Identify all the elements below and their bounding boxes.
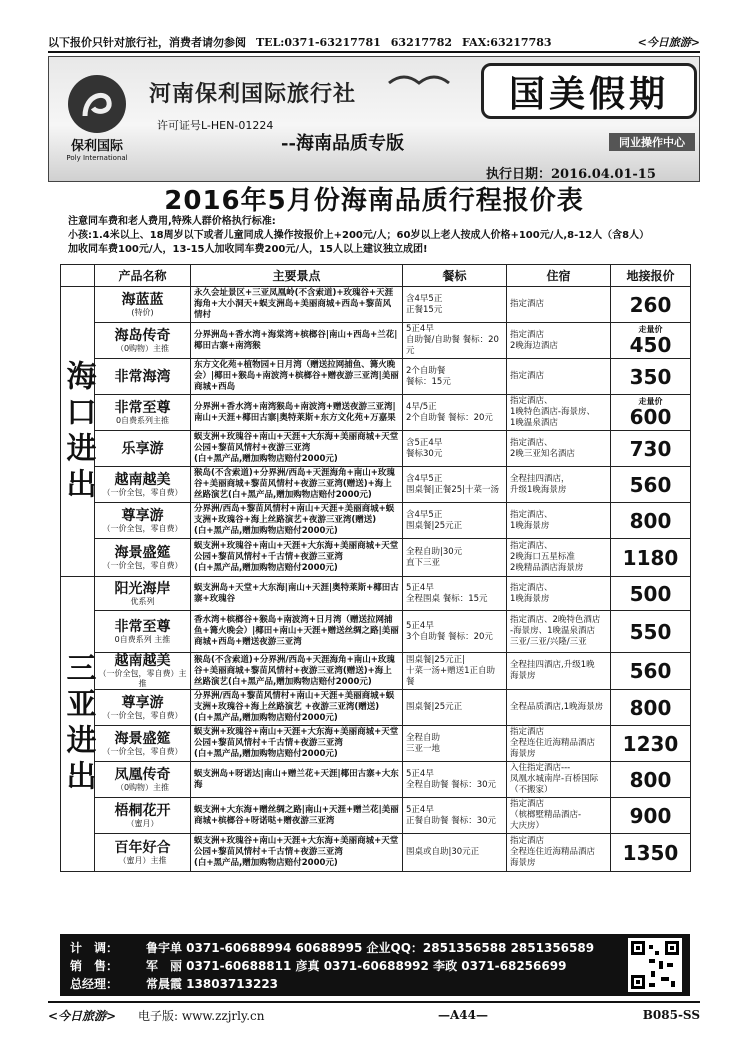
- meal-cell: 全程自助 三亚一地: [403, 726, 507, 762]
- product-name: 凤凰传奇: [114, 766, 171, 783]
- price-cell: [611, 653, 691, 690]
- meal-cell: 含4早5正 围桌餐|正餐25|十菜一汤: [403, 467, 507, 503]
- sights-cell: 分界洲/西岛+黎苗风情村+南山+天涯+美丽商城+蜈支洲+玫瑰谷+海上丝路演艺 +夜游三亚湾(赠送) (白+黑产品,赠加购物店赔付2000元): [191, 690, 403, 726]
- price-value: 800: [629, 767, 672, 792]
- meal-cell: 5正4早 正餐自助餐 餐标：30元: [403, 798, 507, 834]
- company-logo: [57, 75, 137, 167]
- header-hotel: 住宿: [507, 265, 611, 287]
- product-name: 越南越美: [114, 471, 171, 488]
- price-value: 600: [629, 405, 672, 429]
- product-row: [61, 431, 691, 467]
- price-cell: [611, 834, 691, 872]
- product-name: 非常至尊: [114, 399, 171, 416]
- product-subtitle: （一价全包，零自费）: [102, 560, 183, 570]
- price-value: 1180: [622, 545, 679, 570]
- meal-cell: 5正4早 全程自助餐 餐标：30元: [403, 762, 507, 798]
- product-subtitle: 优系列: [130, 596, 155, 606]
- price-value: 1230: [622, 731, 679, 756]
- product-name: 海景盛筵: [114, 544, 171, 561]
- sights-cell: 永久会址景区+三亚凤凰岭(不含索道)+玫瑰谷+天涯海角+大小洞天+蜈支洲岛+美丽商城+西岛+黎苗风情村: [191, 287, 403, 323]
- contact-role: 销 售：: [70, 959, 119, 973]
- qr-code-icon: [628, 938, 682, 992]
- contact-text: 鲁宇单 0371-60688994 60688995 企业QQ：2851356588 2851356589: [146, 941, 595, 955]
- product-row: [61, 287, 691, 323]
- sights-cell: 蜈支洲岛+天堂+大东海|南山+天涯|奥特莱斯+椰田古寨+玫瑰谷: [191, 577, 403, 611]
- product-name: 乐享游: [121, 440, 164, 457]
- product-subtitle: （蜜月）: [126, 818, 159, 828]
- seagull-icon: [379, 63, 469, 123]
- header-sights: 主要景点: [191, 265, 403, 287]
- hotel-cell: 全程挂四酒店， 升级1晚海景房: [507, 467, 611, 503]
- hotel-cell: 指定酒店 （槟榔墅精品酒店- 大庆房）: [507, 798, 611, 834]
- product-name-cell: [95, 467, 191, 503]
- product-name-cell: [95, 539, 191, 577]
- bottom-strip: [48, 1006, 700, 1024]
- product-name-cell: [95, 834, 191, 872]
- license-number: 许可证号L-HEN-01224: [157, 119, 274, 132]
- meal-cell: 4早/5正 2个自助餐 餐标：20元: [403, 395, 507, 431]
- product-name-cell: [95, 611, 191, 653]
- product-row: [61, 323, 691, 359]
- product-row: [61, 798, 691, 834]
- price-value: 500: [629, 581, 672, 606]
- price-cell: [611, 323, 691, 359]
- hotel-cell: 指定酒店 2晚海边酒店: [507, 323, 611, 359]
- product-name: 尊享游: [121, 694, 164, 711]
- product-name-cell: [95, 287, 191, 323]
- agency-only-notice: 以下报价只针对旅行社，消费者请勿参阅: [48, 36, 246, 49]
- notice-line: 加收同车费100元/人，13-15人加收同车费200元/人，15人以上建议独立成团!: [68, 244, 428, 255]
- price-cell: [611, 690, 691, 726]
- meal-cell: 含5正4早 餐标30元: [403, 431, 507, 467]
- meal-cell: 围桌餐|25元正| 十菜一汤+赠送1正自助餐: [403, 653, 507, 690]
- hotel-cell: 指定酒店、 1晚特色酒店-海景房、 1晚温泉酒店: [507, 395, 611, 431]
- price-cell: [611, 359, 691, 395]
- table-body: [61, 287, 691, 872]
- document-code: B085-SS: [642, 1008, 700, 1022]
- product-subtitle: （一价全包，零自费）: [102, 710, 183, 720]
- price-cell: [611, 577, 691, 611]
- sights-cell: 分界洲+香水湾+南湾猴岛+南波湾+赠送夜游三亚湾|南山+天涯+椰田古寨|奥特莱斯+东方文化苑+万嘉果: [191, 395, 403, 431]
- product-name-cell: [95, 323, 191, 359]
- hotel-cell: 指定酒店、 1晚海景房: [507, 503, 611, 539]
- fax-number: FAX:63217783: [462, 35, 552, 49]
- pricing-notice: [68, 215, 698, 257]
- meal-cell: 5正4早 3个自助餐 餐标：20元: [403, 611, 507, 653]
- specialty-edition: --海南品质专版: [281, 133, 404, 154]
- sights-cell: 香水湾+槟榔谷+猴岛+南波湾+日月湾（赠送拉网捕鱼+篝火晚会）|椰田+南山+天涯+赠送丝绸之路|美丽商城+西岛+赠送夜游三亚湾: [191, 611, 403, 653]
- product-row: [61, 395, 691, 431]
- page-number: —A44—: [437, 1008, 488, 1022]
- product-subtitle: （一价全包，零自费）主推: [98, 669, 187, 688]
- contact-footer: [60, 934, 690, 996]
- agency-name: 河南保利国际旅行社: [149, 81, 357, 107]
- product-row: [61, 653, 691, 690]
- publication-tag: <今日旅游>: [637, 36, 700, 49]
- contact-text: 常晨霞 13803713223: [146, 977, 279, 991]
- sights-cell: 蜈支洲+玫瑰谷+南山+天涯+大东海+美丽商城+天堂公园+黎苗风情村+千古情+夜游三亚湾 (白+黑产品,赠加购物店赔付2000元): [191, 834, 403, 872]
- price-cell: [611, 503, 691, 539]
- sights-cell: 蜈支洲+大东海+赠丝绸之路|南山+天涯+赠兰花|美丽商城+槟榔谷+呀诺哒+赠夜游三亚湾: [191, 798, 403, 834]
- meal-cell: 含4早5正 正餐15元: [403, 287, 507, 323]
- price-value: 730: [629, 436, 672, 461]
- hotel-cell: 指定酒店 全程连住近海精品酒店 海景房: [507, 726, 611, 762]
- tel-number-2: 63217782: [390, 35, 453, 49]
- product-subtitle: （一价全包，零自费）: [102, 746, 183, 756]
- price-value: 560: [629, 659, 672, 683]
- meal-cell: 5正4早 全程围桌 餐标：15元: [403, 577, 507, 611]
- price-value: 450: [629, 333, 672, 357]
- price-value: 800: [629, 508, 672, 533]
- price-cell: [611, 611, 691, 653]
- price-table: [60, 264, 691, 872]
- price-value: 800: [629, 695, 672, 720]
- price-label: 走量价: [638, 325, 663, 334]
- product-row: [61, 359, 691, 395]
- product-subtitle: （一价全包，零自费）: [102, 523, 183, 533]
- product-subtitle: （0购物）主推: [115, 782, 170, 792]
- product-row: [61, 611, 691, 653]
- table-header-row: [61, 265, 691, 287]
- meal-cell: 全程自助|30元 直下三亚: [403, 539, 507, 577]
- sights-cell: 分界洲岛+香水湾+海棠湾+槟榔谷|南山+西岛+兰花|椰田古寨+南湾猴: [191, 323, 403, 359]
- sights-cell: 蜈支洲岛+呀诺达|南山+赠兰花+天涯|椰田古寨+大东海: [191, 762, 403, 798]
- product-name: 越南越美: [114, 653, 171, 669]
- header-meal: 餐标: [403, 265, 507, 287]
- product-name: 百年好合: [114, 839, 171, 856]
- region-label: 海口进出: [61, 287, 95, 577]
- price-cell: [611, 467, 691, 503]
- price-value: 560: [629, 472, 672, 497]
- hotel-cell: 指定酒店、2晚特色酒店 -海景房、1晚温泉酒店 三亚/三亚/兴隆/三亚: [507, 611, 611, 653]
- product-row: [61, 834, 691, 872]
- sights-cell: 分界洲/西岛+黎苗风情村+南山+天涯+美丽商城+蜈支洲+玫瑰谷+海上丝路演艺+夜游三亚湾(赠送) (白+黑产品,赠加购物店赔付2000元): [191, 503, 403, 539]
- price-value: 350: [629, 364, 672, 389]
- contact-line: [70, 957, 680, 975]
- product-row: [61, 690, 691, 726]
- contact-line: [70, 939, 680, 957]
- price-value: 260: [629, 292, 672, 317]
- operations-center-label: 同业操作中心: [609, 133, 695, 151]
- sights-cell: 猴岛(不含索道)+分界洲/西岛+天涯海角+南山+玫瑰谷+美丽商城+黎苗风情村+夜游三亚湾(赠送)+海上丝路演艺(白+黑产品,赠加购物店赔付2000元): [191, 653, 403, 690]
- header-product: 产品名称: [95, 265, 191, 287]
- product-name: 海景盛筵: [114, 730, 171, 747]
- sights-cell: 蜈支洲+玫瑰谷+南山+天涯+大东海+美丽商城+天堂公园+黎苗风情村+千古情+夜游三亚湾 (白+黑产品,赠加购物店赔付2000元): [191, 539, 403, 577]
- product-name: 尊享游: [121, 507, 164, 524]
- hotel-cell: 指定酒店、 2晚海口五星标准 2晚精品酒店海景房: [507, 539, 611, 577]
- region-label: 三亚进出: [61, 577, 95, 872]
- brand-title: 国美假期: [481, 63, 697, 119]
- notice-line: 小孩:1.4米以上、18周岁以下或者儿童同成人操作按报价上+200元/人；60岁以上老人按成人价格+100元/人,8-12人（含8人）: [68, 230, 650, 241]
- bottom-divider: [48, 1001, 700, 1003]
- product-name-cell: [95, 798, 191, 834]
- price-cell: [611, 539, 691, 577]
- product-name: 梧桐花开: [114, 802, 171, 819]
- contact-role: 总经理：: [70, 977, 119, 991]
- hotel-cell: 指定酒店、 2晚三亚知名酒店: [507, 431, 611, 467]
- product-name-cell: [95, 503, 191, 539]
- header-region: [61, 265, 95, 287]
- top-strip: [48, 34, 700, 50]
- product-row: [61, 539, 691, 577]
- tel-number: TEL:0371-63217781: [256, 35, 381, 49]
- hotel-cell: 指定酒店、 1晚海景房: [507, 577, 611, 611]
- price-value: 900: [629, 803, 672, 828]
- product-name: 海蓝蓝: [121, 291, 164, 308]
- price-cell: [611, 798, 691, 834]
- price-cell: [611, 395, 691, 431]
- product-row: [61, 762, 691, 798]
- price-value: 1350: [622, 840, 679, 865]
- price-cell: [611, 431, 691, 467]
- poly-logo-icon: [68, 75, 126, 133]
- hotel-cell: 全程挂四酒店,升级1晚 海景房: [507, 653, 611, 690]
- price-cell: [611, 762, 691, 798]
- notice-line: 注意同车费和老人费用,特殊人群价格执行标准:: [68, 216, 276, 227]
- price-label: 走量价: [638, 397, 663, 406]
- product-name-cell: [95, 431, 191, 467]
- meal-cell: 2个自助餐 餐标：15元: [403, 359, 507, 395]
- hotel-cell: 指定酒店 全程连住近海精品酒店 海景房: [507, 834, 611, 872]
- header-price: 地接报价: [611, 265, 691, 287]
- product-row: [61, 726, 691, 762]
- sights-cell: 东方文化苑+植物园+日月湾（赠送拉网捕鱼、篝火晚会）|椰田+猴岛+南波湾+槟榔谷+赠夜游三亚湾|美丽商城+西岛: [191, 359, 403, 395]
- logo-text-en: Poly International: [66, 154, 128, 162]
- product-name: 阳光海岸: [114, 580, 171, 597]
- product-subtitle: （蜜月）主推: [118, 855, 167, 865]
- meal-cell: 围桌或自助|30元正: [403, 834, 507, 872]
- top-divider: [48, 51, 700, 53]
- meal-cell: 围桌餐|25元正: [403, 690, 507, 726]
- contact-text: 军 丽 0371-60688811 彦真 0371-60688992 李政 0371-68256699: [146, 959, 567, 973]
- product-name-cell: [95, 653, 191, 690]
- contact-line: [70, 975, 680, 993]
- product-name-cell: [95, 577, 191, 611]
- price-value: 550: [629, 619, 672, 644]
- product-name-cell: [95, 690, 191, 726]
- sights-cell: 蜈支洲+玫瑰谷+南山+天涯+大东海+美丽商城+天堂公园+黎苗风情村+千古情+夜游三亚湾 (白+黑产品,赠加购物店赔付2000元): [191, 726, 403, 762]
- product-row: [61, 577, 691, 611]
- sights-cell: 猴岛(不含索道)+分界洲/西岛+天涯海角+南山+玫瑰谷+美丽商城+黎苗风情村+夜游三亚湾(赠送)+海上丝路演艺(白+黑产品,赠加购物店赔付2000元): [191, 467, 403, 503]
- contact-role: 计 调：: [70, 941, 119, 955]
- sights-cell: 蜈支洲+玫瑰谷+南山+天涯+大东海+美丽商城+天堂公园+黎苗风情村+夜游三亚湾 (白+黑产品,赠加购物店赔付2000元): [191, 431, 403, 467]
- product-subtitle: （一价全包，零自费）: [102, 487, 183, 497]
- meal-cell: 含4早5正 围桌餐|25元正: [403, 503, 507, 539]
- execution-date: 执行日期：2016.04.01-15: [486, 167, 656, 182]
- meal-cell: 5正4早 自助餐/自助餐 餐标：20元: [403, 323, 507, 359]
- product-name-cell: [95, 762, 191, 798]
- product-name: 非常海湾: [114, 368, 171, 385]
- page-title: 2016年5月份海南品质行程报价表: [164, 186, 584, 216]
- product-subtitle: （0购物）主推: [115, 343, 170, 353]
- hotel-cell: 指定酒店: [507, 359, 611, 395]
- product-row: [61, 503, 691, 539]
- product-name: 非常至尊: [114, 618, 171, 635]
- logo-text-cn: 保利国际: [70, 139, 123, 154]
- product-name-cell: [95, 726, 191, 762]
- hotel-cell: 指定酒店: [507, 287, 611, 323]
- hotel-cell: 入住指定酒店--- 凤凰水城南岸-百桥国际 （不搬家）: [507, 762, 611, 798]
- product-name-cell: [95, 359, 191, 395]
- product-subtitle: 0自费系列 主推: [114, 634, 171, 644]
- product-subtitle: 0自费系列主推: [115, 415, 170, 425]
- price-cell: [611, 287, 691, 323]
- hotel-cell: 全程品质酒店,1晚海景房: [507, 690, 611, 726]
- product-subtitle: (特价): [131, 307, 154, 317]
- product-name-cell: [95, 395, 191, 431]
- website-link[interactable]: 电子版: www.zzjrly.cn: [138, 1008, 265, 1023]
- publication-tag-bottom: <今日旅游>: [48, 1008, 117, 1023]
- price-cell: [611, 726, 691, 762]
- product-name: 海岛传奇: [114, 327, 171, 344]
- product-row: [61, 467, 691, 503]
